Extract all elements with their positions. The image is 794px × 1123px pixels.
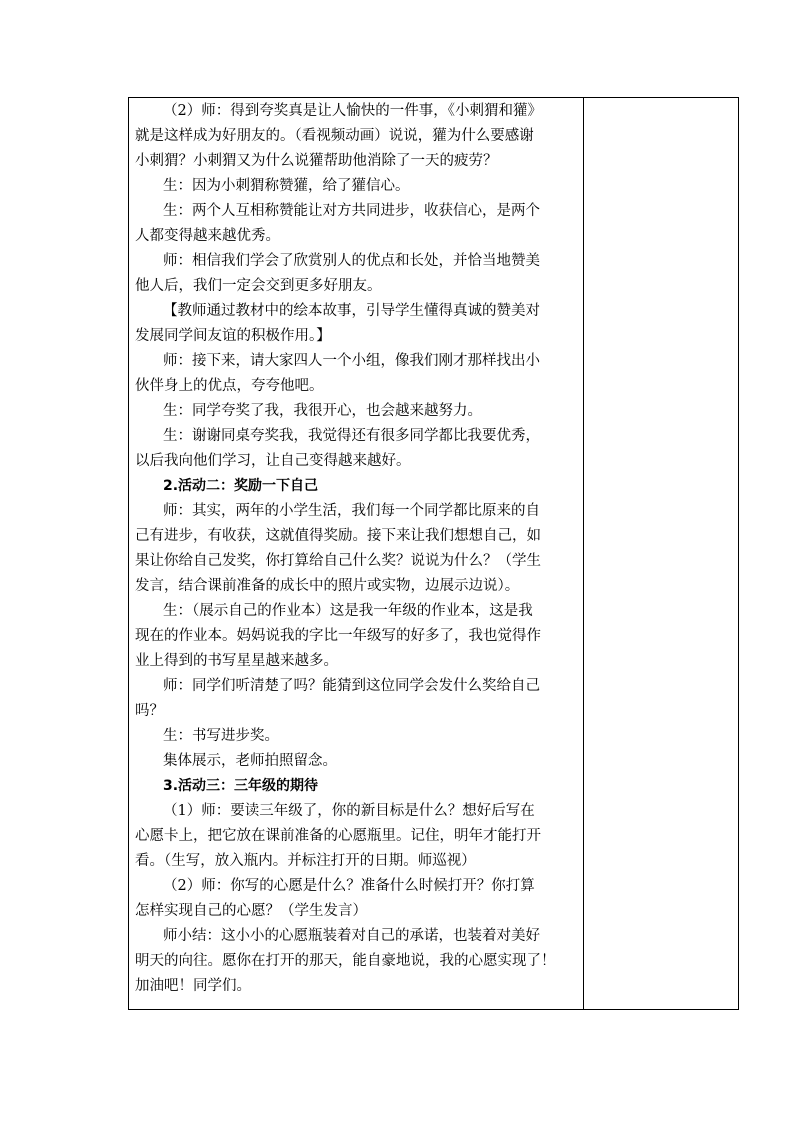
text-line: 伙伴身上的优点，夸夸他吧。	[135, 378, 324, 394]
text-line: 生：书写进步奖。	[163, 728, 279, 744]
text-line: 生：因为小刺猬称赞獾，给了獾信心。	[163, 178, 410, 194]
notes-cell	[584, 98, 738, 1009]
text-line: 人都变得越来越优秀。	[135, 228, 280, 244]
text-line: 业上得到的书写星星越来越多。	[135, 653, 338, 669]
text-line: 【教师通过教材中的绘本故事，引导学生懂得真诚的赞美对	[163, 303, 540, 319]
text-line: 就是这样成为好朋友的。（看视频动画）说说，獾为什么要感谢	[135, 128, 534, 144]
text-line: 果让你给自己发奖，你打算给自己什么奖？说说为什么？（学生	[135, 553, 541, 569]
text-line: 他人后，我们一定会交到更多好朋友。	[135, 278, 382, 294]
text-line: 师：同学们听清楚了吗？能猜到这位同学会发什么奖给自己	[163, 678, 540, 694]
text-line: 师：相信我们学会了欣赏别人的优点和长处，并恰当地赞美	[163, 253, 540, 269]
text-line: 现在的作业本。妈妈说我的字比一年级写的好多了，我也觉得作	[135, 628, 541, 644]
text-line: 己有进步，有收获，这就值得奖励。接下来让我们想想自己，如	[135, 528, 541, 544]
text-line: 生：同学夸奖了我，我很开心，也会越来越努力。	[163, 403, 482, 419]
section-heading: 2.活动二：奖励一下自己	[163, 478, 319, 494]
text-line: 生：（展示自己的作业本）这是我一年级的作业本，这是我	[163, 603, 533, 619]
text-line: 生：谢谢同桌夸奖我，我觉得还有很多同学都比我要优秀，	[163, 428, 540, 444]
text-line: 师小结：这小小的心愿瓶装着对自己的承诺，也装着对美好	[163, 928, 540, 944]
text-line: 发展同学间友谊的积极作用。】	[135, 328, 331, 344]
text-line: 明天的向往。愿你在打开的那天，能自豪地说，我的心愿实现了！	[135, 953, 556, 969]
text-line: 吗？	[135, 703, 164, 719]
text-line: （1）师：要读三年级了，你的新目标是什么？想好后写在	[163, 803, 535, 819]
text-line: 加油吧！同学们。	[135, 978, 251, 994]
text-line: 以后我向他们学习，让自己变得越来越好。	[135, 453, 411, 469]
lesson-content-cell	[135, 99, 579, 1007]
text-line: 生：两个人互相称赞能让对方共同进步，收获信心，是两个	[163, 203, 540, 219]
text-line: 师：接下来，请大家四人一个小组，像我们刚才那样找出小	[163, 353, 540, 369]
text-line: 心愿卡上，把它放在课前准备的心愿瓶里。记住，明年才能打开	[135, 828, 541, 844]
section-heading: 3.活动三：三年级的期待	[163, 778, 319, 794]
lesson-table	[128, 97, 739, 1010]
text-line: 怎样实现自己的心愿？（学生发言）	[135, 903, 367, 919]
text-line: 发言，结合课前准备的成长中的照片或实物，边展示边说）。	[135, 578, 520, 594]
text-line: （2）师：你写的心愿是什么？准备什么时候打开？你打算	[163, 878, 535, 894]
text-line: （2）师：得到夸奖真是让人愉快的一件事，《小刺猬和獾》	[163, 103, 542, 119]
text-line: 集体展示，老师拍照留念。	[163, 753, 337, 769]
text-line: 师：其实，两年的小学生活，我们每一个同学都比原来的自	[163, 503, 540, 519]
text-line: 看。（生写，放入瓶内。并标注打开的日期。师巡视）	[135, 853, 476, 869]
text-line: 小刺猬？小刺猬又为什么说獾帮助他消除了一天的疲劳？	[135, 153, 498, 169]
